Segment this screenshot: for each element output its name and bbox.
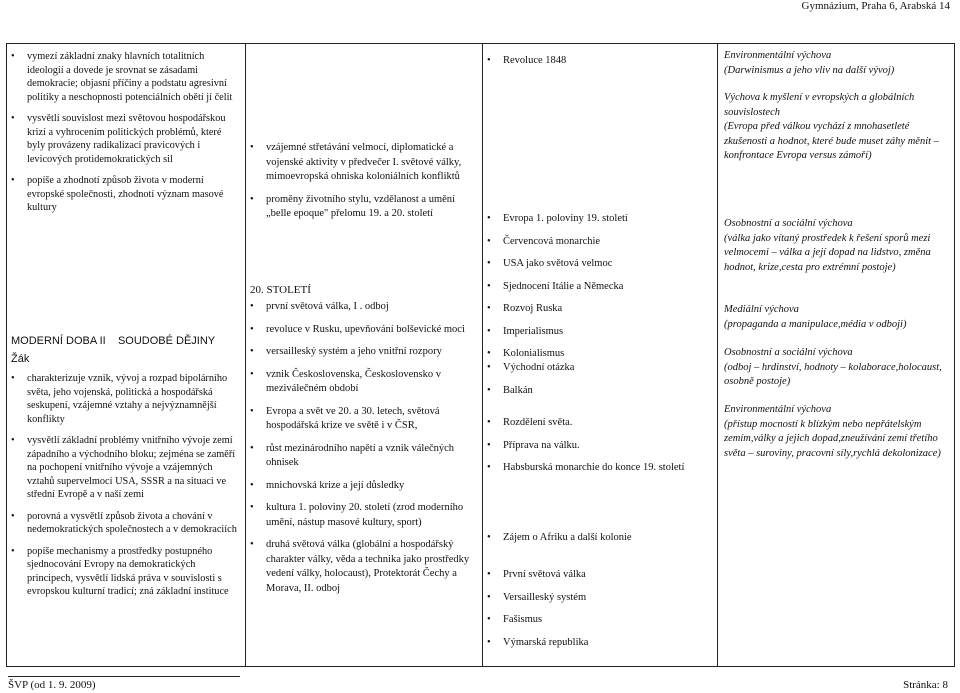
outcome-item: • vysvětlí souvislost mezi světovou hospodářskou krizí a vyhrocením politických problémů, které byly provázeny radikalizací pravicových i levicových protidemokratických sil bbox=[7, 112, 245, 166]
topics-list-top bbox=[246, 141, 482, 222]
subject-item: • Červencová monarchie bbox=[483, 235, 717, 250]
subject-item: • Evropa 1. poloviny 19. století bbox=[483, 212, 717, 227]
subject-item: • Zájem o Afriku a další kolonie bbox=[483, 531, 717, 546]
topic-item: • Evropa a svět ve 20. a 30. letech, světová hospodářská krize ve světě i v ČSR, bbox=[246, 405, 482, 434]
subject-list-1 bbox=[483, 54, 717, 69]
cross-topic-title: Výchova k myšlení v evropských a globálních souvislostech bbox=[724, 92, 915, 118]
cross-topic-environmental-2 bbox=[724, 403, 948, 461]
subject-list-2 bbox=[483, 212, 717, 362]
topic-item: • vzájemné střetávání velmocí, diplomatické a vojenské aktivity v předvečer I. světové války, mimoevropská ohniska koloniálních konfliktů bbox=[246, 141, 482, 185]
topic-item: • mnichovská krize a její důsledky bbox=[246, 479, 482, 494]
page-header: Gymnázium, Praha 6, Arabská 14 bbox=[801, 0, 950, 12]
outcome-item: • porovná a vysvětlí způsob života a chování v nedemokratických společnostech a v demokraciích bbox=[7, 510, 245, 537]
cross-topic-global-thinking bbox=[724, 91, 948, 164]
subject-list-3 bbox=[483, 361, 717, 398]
subject-item: • Rozvoj Ruska bbox=[483, 302, 717, 317]
cross-topic-title: Osobnostní a sociální výchova bbox=[724, 218, 853, 229]
subject-item: • Revoluce 1848 bbox=[483, 54, 717, 69]
section-subtitle-student: Žák bbox=[11, 353, 30, 365]
topics-column bbox=[246, 44, 483, 667]
topic-item: • versailleský systém a jeho vnitřní rozpory bbox=[246, 345, 482, 360]
footer-document-id: ŠVP (od 1. 9. 2009) bbox=[8, 679, 96, 691]
curriculum-table bbox=[6, 43, 955, 667]
subject-item: • Východní otázka bbox=[483, 361, 717, 376]
table-row bbox=[7, 44, 955, 667]
cross-topic-description: (Darwinismus a jeho vliv na další vývoj) bbox=[724, 64, 895, 76]
cross-topic-description: (odboj – hrdinství, hodnoty – kolaborace,holocaust, osobně postoje) bbox=[724, 361, 942, 387]
topics-list-bottom bbox=[246, 300, 482, 596]
subject-item: • Imperialismus bbox=[483, 325, 717, 340]
footer-page-number: Stránka: 8 bbox=[903, 679, 948, 691]
topic-item: • první světová válka, I . odboj bbox=[246, 300, 482, 315]
outcomes-list-top bbox=[7, 50, 245, 215]
cross-topic-title: Environmentální výchova bbox=[724, 404, 832, 415]
section-title-20th-century: 20. STOLETÍ bbox=[250, 284, 311, 296]
cross-topic-media bbox=[724, 303, 948, 332]
topic-item: • kultura 1. poloviny 20. století (zrod moderního umění, nástup masové kultury, sport) bbox=[246, 501, 482, 530]
subject-item: • První světová válka bbox=[483, 568, 717, 583]
cross-topic-personal-social-1 bbox=[724, 217, 948, 275]
outcome-item: • charakterizuje vznik, vývoj a rozpad bipolárního světa, jeho vojenská, politická a hospodářská seskupení, vzájemné vztahy a nejvýznamnější konflikty bbox=[7, 372, 245, 426]
cross-topic-title: Environmentální výchova bbox=[724, 50, 832, 61]
subject-item: • Fašismus bbox=[483, 613, 717, 628]
section-title-modern-history: MODERNÍ DOBA II SOUDOBÉ DĚJINY bbox=[11, 335, 216, 347]
cross-topic-personal-social-2 bbox=[724, 346, 948, 390]
outcome-item: • popíše a zhodnotí způsob života v moderní evropské společnosti, zhodnotí význam masové kultury bbox=[7, 174, 245, 215]
subject-item: • Habsburská monarchie do konce 19. století bbox=[483, 461, 717, 476]
subject-item: • Balkán bbox=[483, 384, 717, 399]
outcome-item: • vysvětlí základní problémy vnitřního vývoje zemí západního a východního bloku; zejména se zaměří na pochopení vnitřního vývoje a vzájemných vztahů supervelmocí USA, SSSR a na situaci ve střední Evropě a v naší zemi bbox=[7, 434, 245, 502]
cross-topic-environmental-1 bbox=[724, 49, 948, 78]
subject-item: • Kolonialismus bbox=[483, 347, 717, 362]
subject-matter-column bbox=[483, 44, 718, 667]
outcomes-list-bottom bbox=[7, 372, 245, 599]
topic-item: • proměny životního stylu, vzdělanost a umění „belle epoque" přelomu 19. a 20. století bbox=[246, 193, 482, 222]
cross-curricular-column bbox=[718, 44, 955, 667]
topic-item: • vznik Československa, Československo v meziválečném období bbox=[246, 368, 482, 397]
subject-item: • Příprava na válku. bbox=[483, 439, 717, 454]
outcome-item: • popíše mechanismy a prostředky postupného sjednocování Evropy na demokratických principech, vysvětlí lidská práva v souvislosti s evropskou kulturní tradicí; zná základní instituce bbox=[7, 545, 245, 599]
subject-list-4 bbox=[483, 416, 717, 476]
cross-topic-title: Osobnostní a sociální výchova bbox=[724, 347, 853, 358]
subject-item: • Versailleský systém bbox=[483, 591, 717, 606]
outcomes-column bbox=[7, 44, 246, 667]
footer-divider bbox=[8, 676, 240, 677]
subject-item: • USA jako světová velmoc bbox=[483, 257, 717, 272]
topic-item: • revoluce v Rusku, upevňování bolševické moci bbox=[246, 323, 482, 338]
subject-item: • Sjednocení Itálie a Německa bbox=[483, 280, 717, 295]
cross-topic-description: (přístup mocností k blízkým nebo nepřátelským zemím,války a jejich dopad,zneužívání zemí třetího světa – suroviny, pracovní síly,rychlá dekolonizace) bbox=[724, 418, 941, 459]
cross-topic-description: (propaganda a manipulace,média v odboji) bbox=[724, 318, 907, 330]
subject-item: • Výmarská republika bbox=[483, 636, 717, 651]
cross-topic-description: (válka jako vítaný prostředek k řešení sporů mezi velmocemi – válka a její dopad na lidstvo, změna hodnot, krize,cesta pro extrémní postoje) bbox=[724, 232, 931, 273]
cross-topic-description: (Evropa před válkou vychází z mnohasetleté zkušenosti a hodnot, které bude muset záhy měnit – konfrontace Evropa versus zámoří) bbox=[724, 121, 939, 161]
topic-item: • druhá světová válka (globální a hospodářský charakter války, věda a technika jako prostředky vedení války, holocaust), Protektorát Čechy a Morava, II. odboj bbox=[246, 538, 482, 596]
cross-topic-title: Mediální výchova bbox=[724, 304, 799, 315]
subject-item: • Rozdělení světa. bbox=[483, 416, 717, 431]
subject-list-5 bbox=[483, 531, 717, 546]
topic-item: • růst mezinárodního napětí a vznik válečných ohnisek bbox=[246, 442, 482, 471]
outcome-item: • vymezí základní znaky hlavních totalitních ideologií a dovede je srovnat se zásadami demokracie; objasní příčiny a podstatu agresivní politiky a neschopnosti potenciálních obětí jí čelit bbox=[7, 50, 245, 104]
subject-list-6 bbox=[483, 568, 717, 650]
